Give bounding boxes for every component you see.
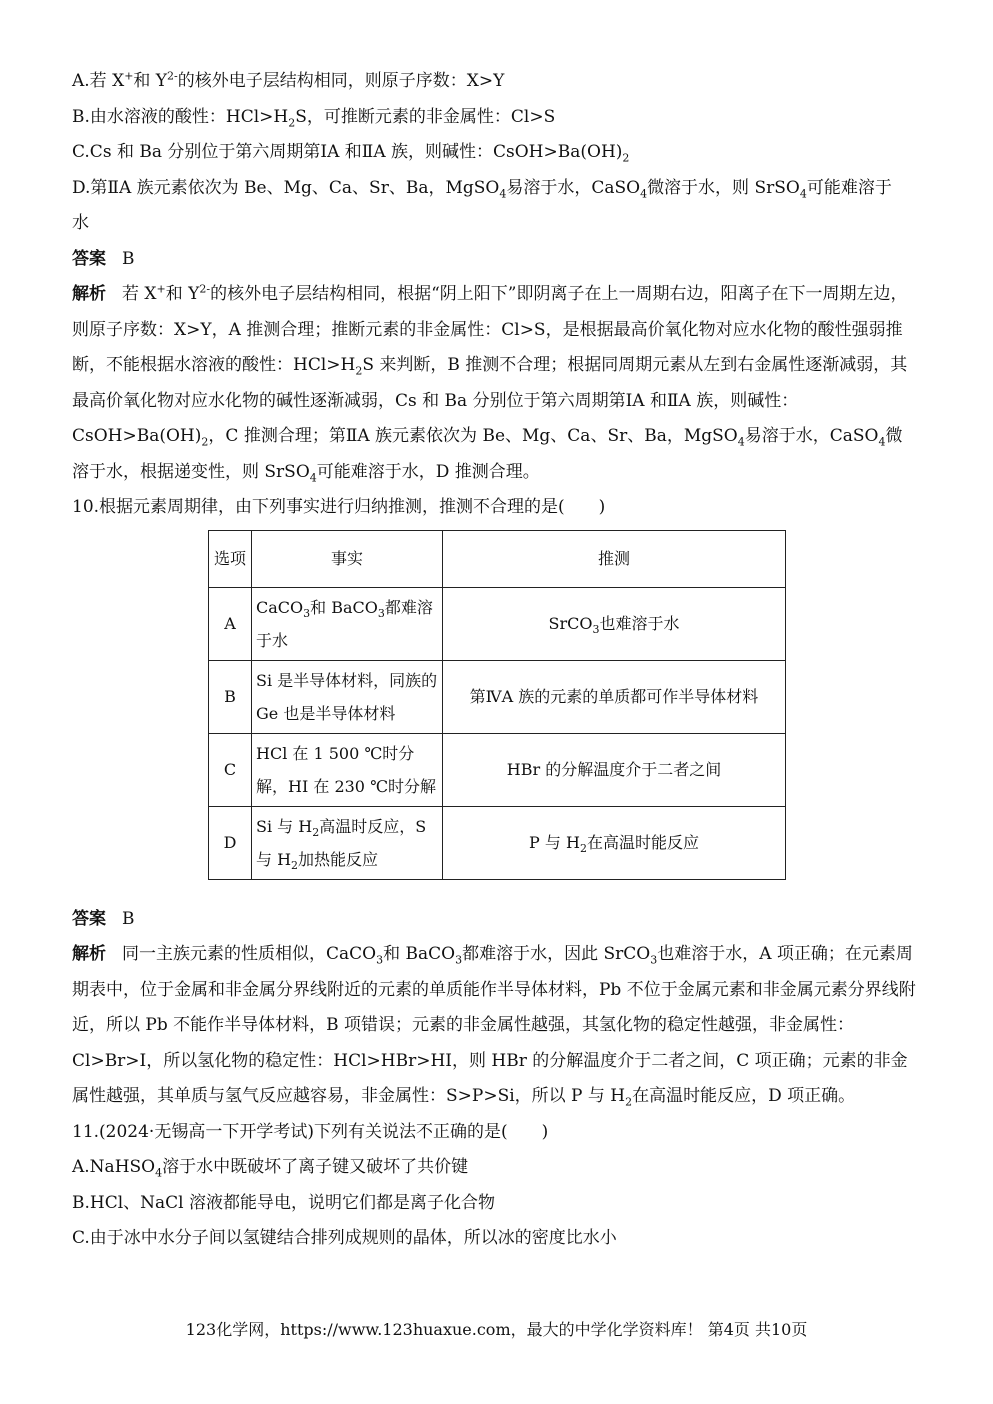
- text: D.第ⅡA 族元素依次为 Be、Mg、Ca、Sr、Ba，MgSO: [72, 177, 500, 198]
- text: 同一主族元素的性质相似，CaCO: [122, 944, 377, 964]
- analysis-label: 解析: [72, 944, 106, 964]
- text: 微溶于水，则 SrSO: [647, 177, 800, 198]
- q9-option-c: [72, 135, 918, 171]
- subscript: 2: [288, 115, 296, 129]
- q9-option-d-cont: [72, 206, 918, 242]
- table-header: 事实: [252, 530, 443, 587]
- q10-answer: [72, 902, 918, 938]
- q11-option-a: [72, 1150, 918, 1186]
- fact-cell: [252, 733, 443, 806]
- q9-option-a: [72, 64, 918, 100]
- inference-cell: [443, 660, 786, 733]
- subscript: 3: [455, 953, 463, 967]
- subscript: 2: [291, 858, 299, 872]
- text: HCl 在 1 500 ℃时分解，HI 在 230 ℃时分解: [256, 743, 436, 796]
- option-cell: C: [209, 733, 252, 806]
- answer-label: 答案: [72, 248, 106, 269]
- superscript: 2-: [167, 69, 178, 83]
- q11-option-c: C.由于冰中水分子间以氢键结合排列成规则的晶体，所以冰的密度比水小: [72, 1228, 617, 1248]
- answer-label: 答案: [72, 908, 106, 929]
- analysis-label: 解析: [72, 284, 106, 304]
- table-header: 选项: [209, 530, 252, 587]
- text: ，C 推测合理；第ⅡA 族元素依次为 Be、Mg、Ca、Sr、Ba，MgSO: [208, 426, 738, 446]
- text: P 与 H: [529, 833, 580, 852]
- text: 都难溶于水: [256, 597, 433, 650]
- q10-stem: 10.根据元素周期律，由下列事实进行归纳推测，推测不合理的是( ): [72, 497, 606, 517]
- q9-option-b: [72, 100, 918, 136]
- text: 易溶于水，CaSO: [506, 177, 641, 198]
- text: CaCO: [256, 597, 304, 617]
- text: 可能难溶于水，D 推测合理。: [316, 461, 540, 482]
- text: S 来判断，B 推测不合理；根据同周期元素从左到右金属性逐渐减弱，其最高价氧化物对应水化物的碱性逐渐减弱，Cs 和 Ba 分别位于第六周期第ⅠA 和ⅡA 族，则碱性：CsOH>Ba(OH): [72, 355, 908, 446]
- text: 可能难溶于: [806, 177, 892, 198]
- text: SrCO: [548, 614, 593, 633]
- text: 水: [72, 213, 89, 233]
- subscript: 3: [376, 953, 384, 967]
- text: 和 BaCO: [383, 944, 456, 964]
- text: 在高温时能反应: [586, 833, 699, 852]
- text: A.NaHSO: [72, 1157, 156, 1177]
- subscript: 4: [309, 470, 317, 484]
- q11-option-b: B.HCl、NaCl 溶液都能导电，说明它们都是离子化合物: [72, 1192, 496, 1213]
- text: S，可推断元素的非金属性：Cl>S: [295, 106, 556, 127]
- text: 也难溶于水: [599, 614, 680, 633]
- text: B.由水溶液的酸性：HCl>H: [72, 106, 289, 127]
- text: HBr 的分解温度介于二者之间: [506, 760, 722, 779]
- table-header-row: [209, 530, 786, 587]
- inference-cell: [443, 733, 786, 806]
- fact-cell: [252, 806, 443, 879]
- fact-cell: [252, 660, 443, 733]
- inference-cell: [443, 587, 786, 660]
- text: 微溶于水，根据递变性，则 SrSO: [72, 426, 903, 482]
- text: 的核外电子层结构相同，则原子序数：X>Y: [177, 71, 505, 91]
- text: 易溶于水，CaSO: [744, 426, 879, 446]
- subscript: 2: [312, 825, 320, 839]
- subscript: 4: [737, 435, 745, 449]
- subscript: 3: [303, 606, 311, 620]
- q10-analysis: [72, 937, 918, 1115]
- text: 和 Y: [165, 284, 200, 304]
- subscript: 2: [622, 151, 630, 165]
- option-cell: D: [209, 806, 252, 879]
- subscript: 4: [799, 186, 807, 200]
- subscript: 2: [579, 842, 587, 856]
- text: 第ⅣA 族的元素的单质都可作半导体材料: [469, 687, 759, 706]
- document-page: [72, 64, 918, 1257]
- text: 和 Y: [133, 71, 168, 91]
- text: 溶于水中既破坏了离子键又破坏了共价键: [162, 1157, 469, 1177]
- text: 都难溶于水，因此 SrCO: [462, 944, 651, 964]
- text: A.若 X: [72, 71, 125, 91]
- subscript: 3: [592, 623, 600, 637]
- q9-answer: [72, 242, 918, 278]
- text: 加热能反应: [298, 849, 379, 869]
- option-cell: B: [209, 660, 252, 733]
- table-header: 推测: [443, 530, 786, 587]
- fact-cell: [252, 587, 443, 660]
- table-row: [209, 587, 786, 660]
- table-row: [209, 806, 786, 879]
- text: 若 X: [122, 284, 157, 304]
- answer-value: B: [122, 908, 135, 929]
- text: 和 BaCO: [310, 597, 378, 617]
- subscript: 4: [499, 186, 507, 200]
- q9-analysis: [72, 277, 918, 490]
- text: 也难溶于水，A 项正确；在元素周期表中，位于金属和非金属分界线附近的元素的单质能作半导体材料，Pb 不位于金属元素和非金属元素分界线附近，所以 Pb 不能作半导体材料，B 项错误；元素的非金属性越强，其氢化物的稳定性越强，非金属性：Cl>Br>I，所以氢化物的稳定性：HCl>HBr>HI，则 HBr 的分解温度介于二者之间，C 项正确；元素的非金属性越强，其单质与氢气反应越容易，非金属性：S>P>Si，所以 P 与 H: [72, 944, 916, 1106]
- subscript: 3: [650, 953, 658, 967]
- subscript: 3: [377, 606, 385, 620]
- answer-value: B: [122, 248, 135, 269]
- superscript: +: [156, 282, 166, 296]
- superscript: +: [124, 69, 134, 83]
- subscript: 2: [625, 1095, 633, 1109]
- subscript: 4: [878, 435, 886, 449]
- text: 高温时反应，S 与 H: [256, 816, 427, 869]
- text: Si 是半导体材料，同族的 Ge 也是半导体材料: [256, 670, 438, 723]
- table-row: [209, 733, 786, 806]
- q9-option-d: [72, 171, 918, 207]
- text: C.Cs 和 Ba 分别位于第六周期第ⅠA 和ⅡA 族，则碱性：CsOH>Ba(OH): [72, 142, 623, 162]
- text: Si 与 H: [256, 816, 313, 836]
- text: 在高温时能反应，D 项正确。: [632, 1086, 856, 1106]
- subscript: 2: [201, 435, 209, 449]
- q10-table: [208, 530, 786, 880]
- text: 的核外电子层结构相同，根据“阴上阳下”即阴离子在上一周期右边，阳离子在下一周期左边，则原子序数：X>Y，A 推测合理；推断元素的非金属性：Cl>S，是根据最高价氧化物对应水化物的酸性强弱推断，不能根据水溶液的酸性：HCl>H: [72, 284, 908, 375]
- superscript: 2-: [199, 282, 211, 296]
- option-cell: A: [209, 587, 252, 660]
- subscript: 2: [355, 364, 363, 378]
- subscript: 4: [155, 1166, 163, 1180]
- page-footer: 123化学网，https://www.123huaxue.com，最大的中学化学资料库！ 第4页 共10页: [185, 1320, 808, 1339]
- q11-stem: 11.(2024·无锡高一下开学考试)下列有关说法不正确的是( ): [72, 1121, 549, 1142]
- subscript: 4: [640, 186, 648, 200]
- inference-cell: [443, 806, 786, 879]
- table-row: [209, 660, 786, 733]
